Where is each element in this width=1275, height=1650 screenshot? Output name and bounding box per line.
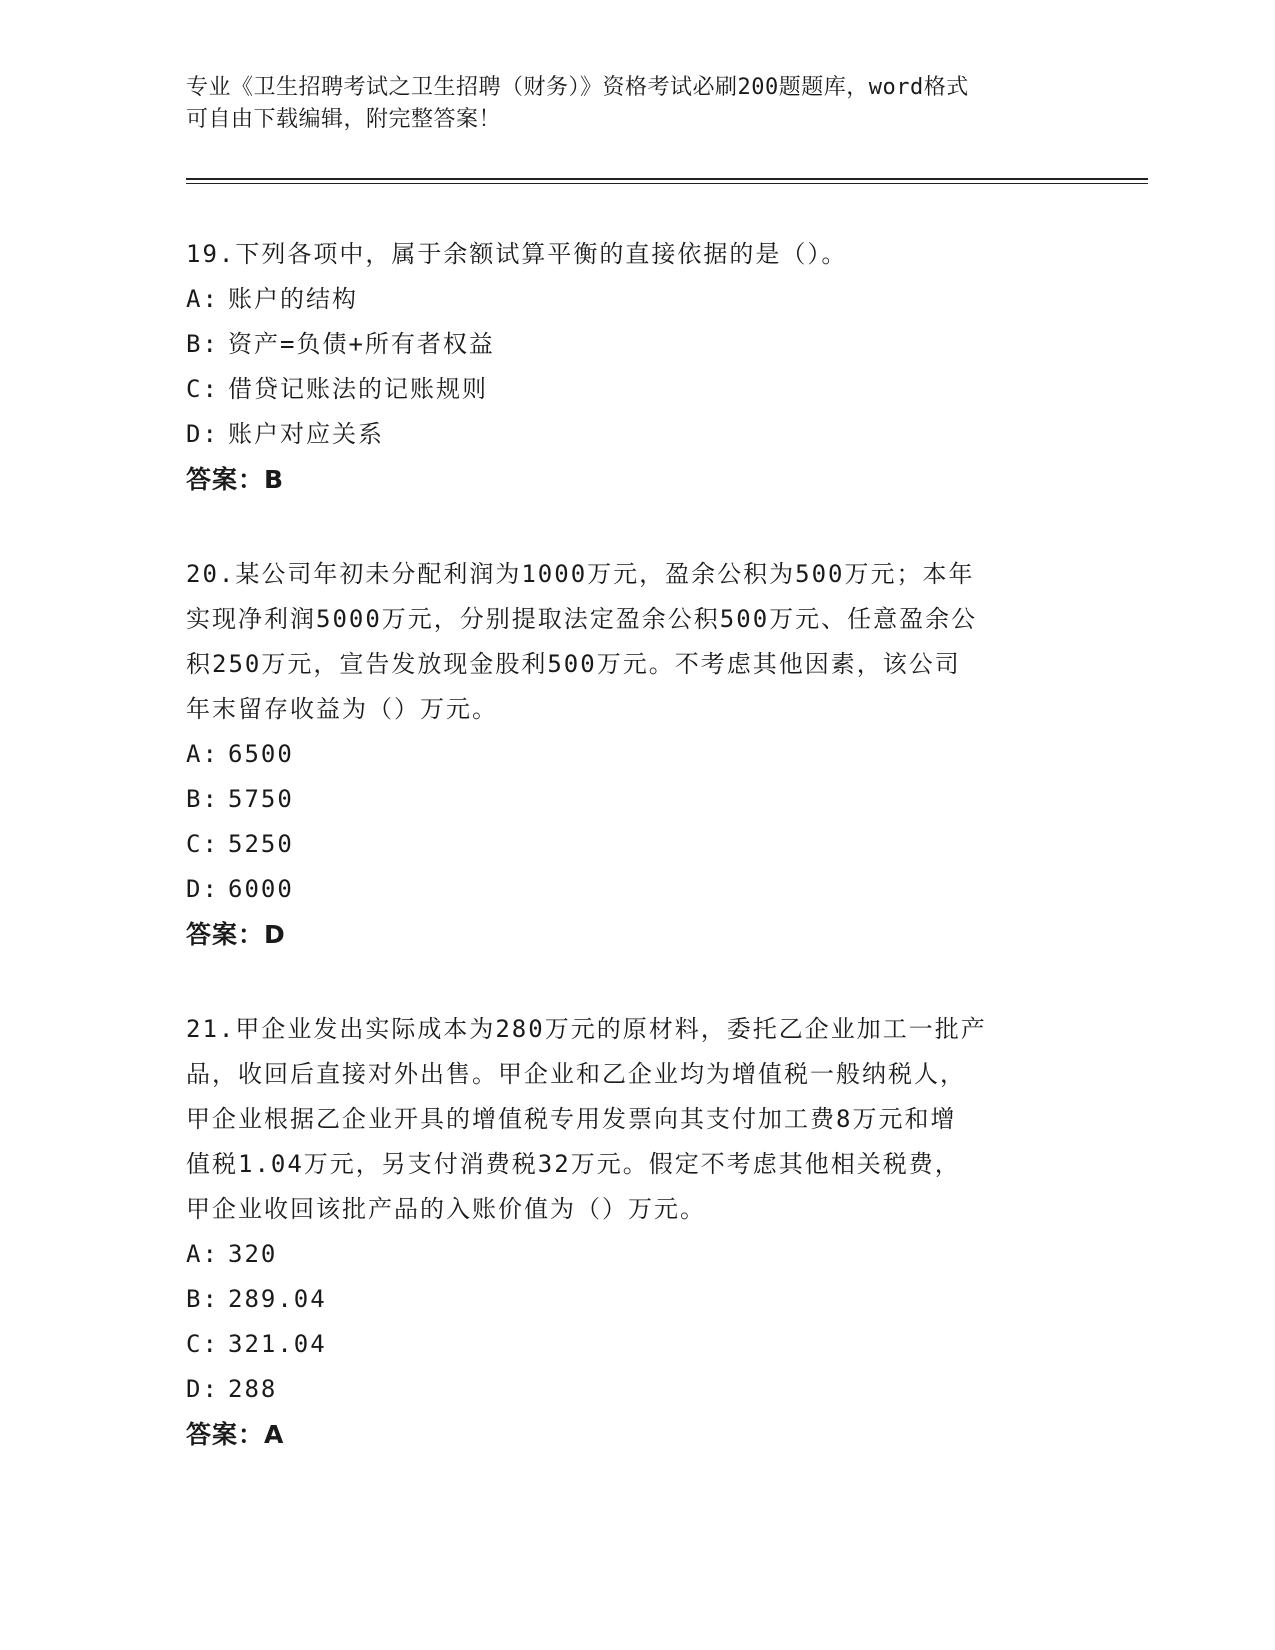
option-d: D: 6000 [186,875,294,903]
question-stem-line: 实现净利润5000万元，分别提取法定盈余公积500万元、任意盈余公 [186,605,978,633]
option-b: B: 289.04 [186,1285,327,1313]
option-c: C: 借贷记账法的记账规则 [186,375,488,403]
question-stem-line: 21.甲企业发出实际成本为280万元的原材料，委托乙企业加工一批产 [186,1015,987,1043]
question-stem-line: 20.某公司年初未分配利润为1000万元，盈余公积为500万元；本年 [186,560,975,588]
question-21 [186,1007,1066,1457]
question-stem-line: 值税1.04万元，另支付消费税32万元。假定不考虑其他相关税费， [186,1150,961,1178]
option-a: A: 账户的结构 [186,285,358,313]
question-stem-line: 甲企业收回该批产品的入账价值为（）万元。 [186,1195,706,1223]
header-line-2: 可自由下载编辑，附完整答案！ [186,107,502,132]
option-d: D: 288 [186,1375,278,1403]
answer-label: 答案：D [186,920,286,949]
header-divider-thick [186,178,1148,180]
option-c: C: 321.04 [186,1330,327,1358]
question-stem-line: 积250万元，宣告发放现金股利500万元。不考虑其他因素，该公司 [186,650,961,678]
question-stem-line: 品，收回后直接对外出售。甲企业和乙企业均为增值税一般纳税人， [186,1060,966,1088]
question-stem: 19.下列各项中，属于余额试算平衡的直接依据的是（）。 [186,240,848,268]
question-19 [186,232,1066,502]
document-header [186,72,1086,136]
option-b: B: 5750 [186,785,294,813]
header-divider-thin [186,183,1148,184]
question-stem-line: 甲企业根据乙企业开具的增值税专用发票向其支付加工费8万元和增 [186,1105,957,1133]
option-a: A: 6500 [186,740,294,768]
answer-label: 答案：B [186,465,285,494]
answer-label: 答案：A [186,1420,285,1449]
option-d: D: 账户对应关系 [186,420,384,448]
header-line-1: 专业《卫生招聘考试之卫生招聘（财务）》资格考试必刷200题题库，word格式 [186,75,969,100]
question-20 [186,552,1066,957]
option-a: A: 320 [186,1240,278,1268]
question-stem-line: 年末留存收益为（）万元。 [186,695,498,723]
option-c: C: 5250 [186,830,294,858]
option-b: B: 资产=负债+所有者权益 [186,330,495,358]
